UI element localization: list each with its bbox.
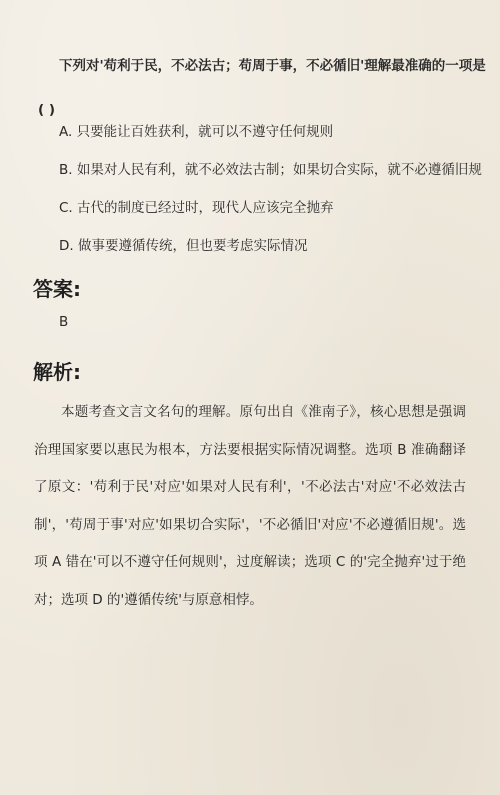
option-a: A. 只要能让百姓获利，就可以不遵守任何规则 (59, 124, 334, 140)
answer-heading: 答案: (33, 277, 81, 301)
question-blank: ( ) (38, 102, 56, 118)
analysis-text: 本题考查文言文名句的理解。原句出自《淮南子》，核心思想是强调治理国家要以惠民为根本，方法要根据实际情况调整。选项 B 准确翻译了原文：'苟利于民'对应'如果对人民有利'，'不必法古'对应'不必效法古制'，'苟周于事'对应'如果切合实际'，'不必循旧'对应'不必遵循旧规'。选项 A 错在'可以不遵守任何规则'，过度解读；选项 C 的'完全抛弃'过于绝对；选项 D 的'遵循传统'与原意相悖。 (34, 404, 466, 608)
option-b: B. 如果对人民有利，就不必效法古制；如果切合实际，就不必遵循旧规 (59, 162, 482, 178)
question-text: 下列对'苟利于民，不必法古；苟周于事，不必循旧'理解最准确的一项是 (59, 58, 486, 74)
answer-value: B (59, 314, 69, 330)
analysis-heading: 解析: (33, 360, 81, 384)
option-c: C. 古代的制度已经过时，现代人应该完全抛弃 (59, 200, 334, 216)
option-list (59, 113, 482, 265)
option-d: D. 做事要遵循传统，但也要考虑实际情况 (59, 238, 308, 254)
